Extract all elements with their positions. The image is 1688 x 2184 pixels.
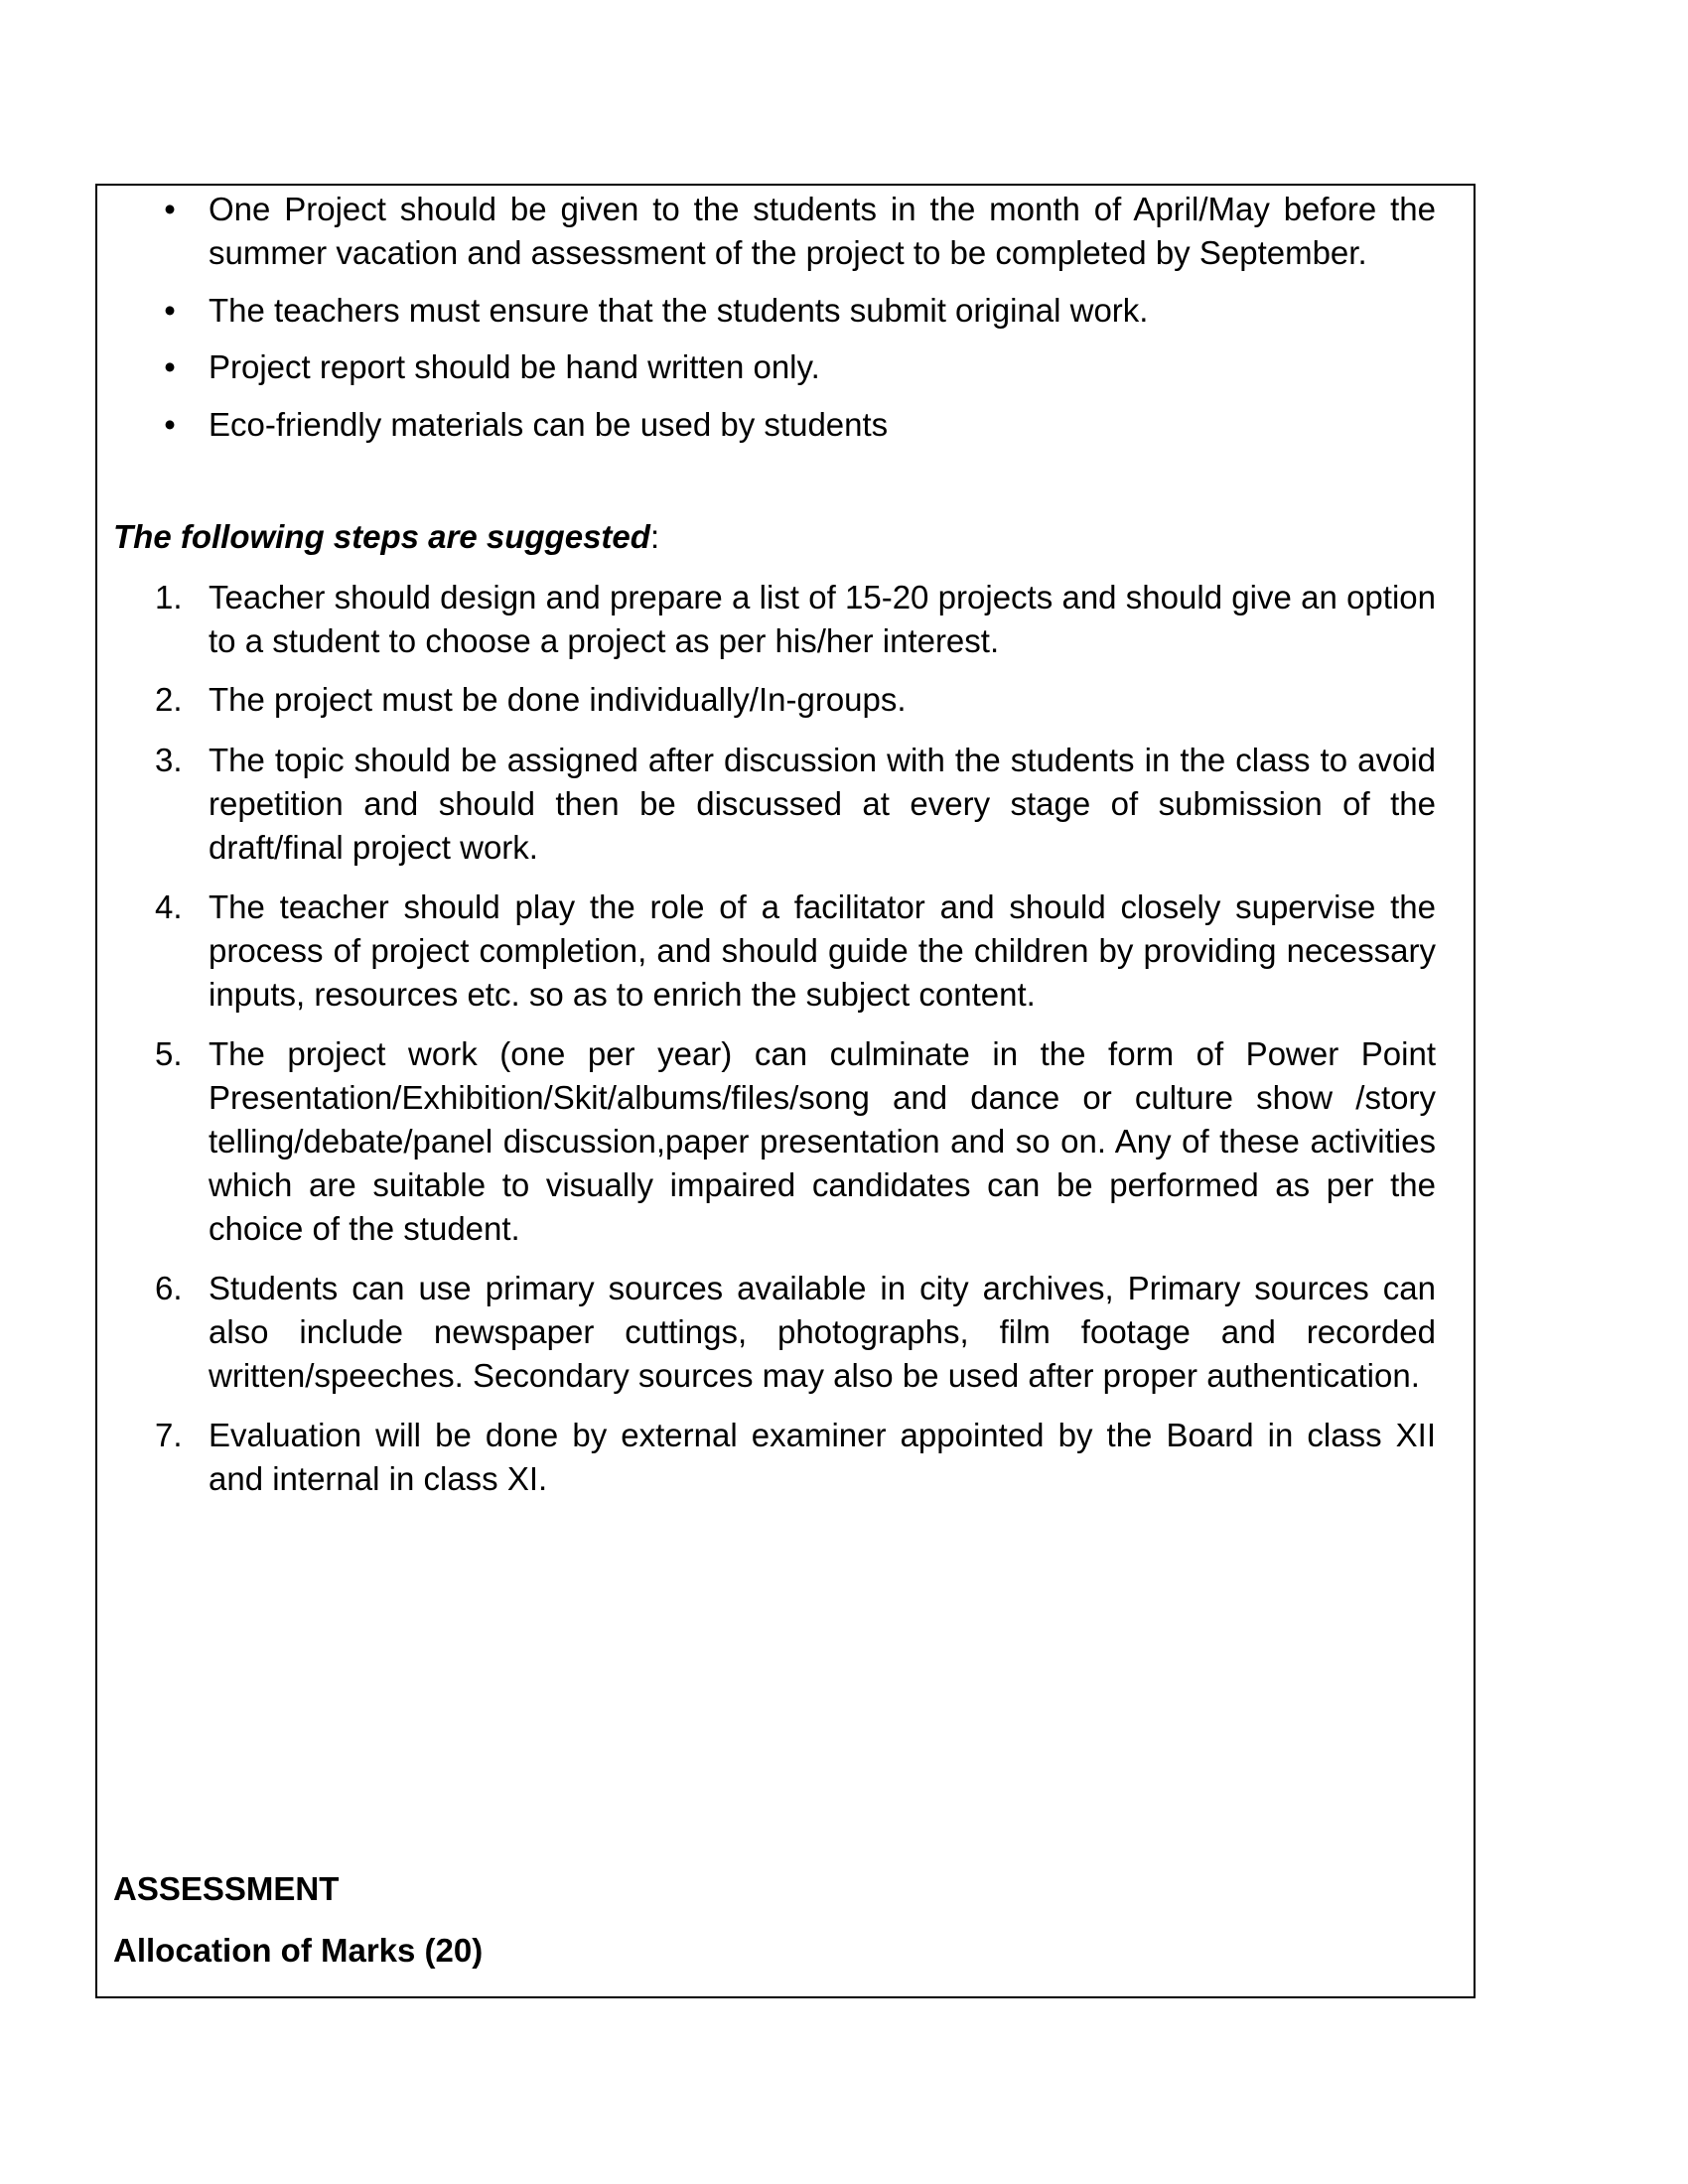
steps-heading bbox=[113, 515, 659, 559]
step-number: 1. bbox=[155, 579, 183, 615]
step-item bbox=[155, 678, 1436, 722]
bullet-item bbox=[155, 188, 1436, 275]
step-text: The project work (one per year) can culminate in the form of Power Point Presentation/Exhibition/Skit/albums/files/song and dance or culture show /story telling/debate/panel discussion,paper presentation and so on. Any of these activities which are suitable to visually impaired candidates can be performed as per the choice of the student. bbox=[209, 1035, 1436, 1247]
allocation-of-marks: Allocation of Marks (20) bbox=[113, 1932, 484, 1969]
step-item bbox=[155, 1267, 1436, 1398]
step-item bbox=[155, 1414, 1436, 1501]
step-number: 3. bbox=[155, 742, 183, 778]
bullet-mark: • bbox=[164, 406, 176, 443]
bullet-item bbox=[155, 345, 1436, 389]
bullet-mark: • bbox=[164, 292, 176, 329]
bullet-mark: • bbox=[164, 348, 176, 385]
step-number: 5. bbox=[155, 1035, 183, 1072]
steps-heading-colon: : bbox=[649, 518, 660, 555]
step-item bbox=[155, 576, 1436, 663]
step-item bbox=[155, 1032, 1436, 1251]
step-text: The teacher should play the role of a facilitator and should closely supervise the process of project completion, and should guide the children by providing necessary inputs, resources etc. so as to enrich the subject content. bbox=[209, 888, 1436, 1013]
step-text: Students can use primary sources available in city archives, Primary sources can also include newspaper cuttings, photographs, film footage and recorded written/speeches. Secondary sources may also be used after proper authentication. bbox=[209, 1270, 1436, 1394]
step-text: The topic should be assigned after discussion with the students in the class to avoid repetition and should then be discussed at every stage of submission of the draft/final project work. bbox=[209, 742, 1436, 866]
step-text: Evaluation will be done by external examiner appointed by the Board in class XII and internal in class XI. bbox=[209, 1417, 1436, 1497]
step-item bbox=[155, 739, 1436, 870]
bullet-text: The teachers must ensure that the students submit original work. bbox=[209, 292, 1149, 329]
bullet-text: Project report should be hand written only. bbox=[209, 348, 820, 385]
bullet-text: Eco-friendly materials can be used by students bbox=[209, 406, 889, 443]
bullet-text: One Project should be given to the students in the month of April/May before the summer vacation and assessment of the project to be completed by September. bbox=[209, 191, 1436, 271]
step-number: 4. bbox=[155, 888, 183, 925]
assessment-heading: ASSESSMENT bbox=[113, 1870, 340, 1907]
step-number: 2. bbox=[155, 681, 183, 718]
step-item bbox=[155, 886, 1436, 1017]
step-text: Teacher should design and prepare a list of 15-20 projects and should give an option to a student to choose a project as per his/her interest. bbox=[209, 579, 1436, 659]
bullet-item bbox=[155, 403, 1436, 447]
content-box bbox=[95, 184, 1476, 1998]
bullet-mark: • bbox=[164, 191, 176, 227]
steps-heading-text: The following steps are suggested bbox=[113, 518, 650, 555]
step-number: 6. bbox=[155, 1270, 183, 1306]
step-text: The project must be done individually/In-groups. bbox=[209, 681, 907, 718]
bullet-item bbox=[155, 289, 1436, 333]
step-number: 7. bbox=[155, 1417, 183, 1453]
